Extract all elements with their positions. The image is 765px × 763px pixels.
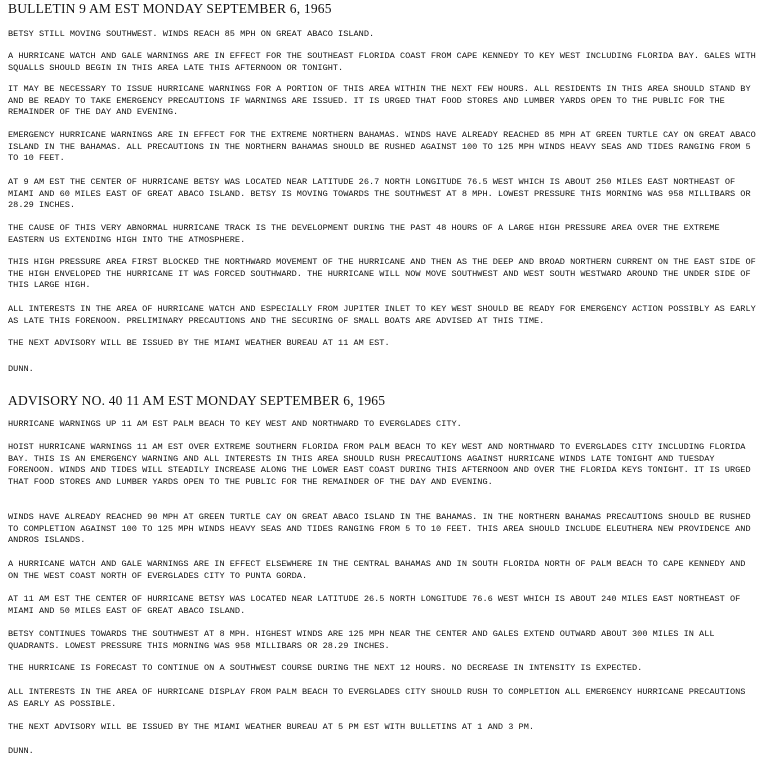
advisory-paragraph-8-text: ALL INTERESTS IN THE AREA OF HURRICANE DISPLAY FROM PALM BEACH TO EVERGLADES CITY SHOULD RUSH TO COMPLETION ALL EMERGENCY HURRICANE PRECAUTIONS AS EARLY AS POSSIBLE.: [8, 687, 746, 709]
bulletin-paragraph-2: [8, 51, 760, 74]
advisory-paragraph-3: [8, 512, 760, 547]
bulletin-paragraph-3: [8, 84, 760, 119]
bulletin-paragraph-6-text: THE CAUSE OF THIS VERY ABNORMAL HURRICANE TRACK IS THE DEVELOPMENT DURING THE PAST 48 HOURS OF A LARGE HIGH PRESSURE AREA OVER THE EXTREME EASTERN US EXTENDING HIGH INTO THE ATMOSPHERE.: [8, 223, 720, 245]
bulletin-paragraph-5: [8, 177, 760, 212]
bulletin-paragraph-5-text: AT 9 AM EST THE CENTER OF HURRICANE BETSY WAS LOCATED NEAR LATITUDE 26.7 NORTH LONGITUDE 76.5 WEST WHICH IS ABOUT 250 MILES EAST NORTHEAST OF MIAMI AND 60 MILES EAST OF GREAT ABACO ISLAND. BETSY IS MOVING TOWARDS THE SOUTHWEST AT 8 MPH. LOWEST PRESSURE THIS MORNING WAS 958 MILLIBARS OR 28.29 INCHES.: [8, 177, 751, 211]
advisory-paragraph-3-text: WINDS HAVE ALREADY REACHED 90 MPH AT GREEN TURTLE CAY ON GREAT ABACO ISLAND IN THE BAHAMAS. IN THE NORTHERN BAHAMAS PRECAUTIONS SHOULD BE RUSHED TO COMPLETION AGAINST 100 TO 125 MPH WINDS HEAVY SEAS AND TIDES RANGING FROM 5 TO 10 FEET. THIS AREA SHOULD INCLUDE ELEUTHERA NEW PROVIDENCE AND ANDROS ISLANDS.: [8, 512, 751, 546]
bulletin-heading: BULLETIN 9 AM EST MONDAY SEPTEMBER 6, 1965: [8, 1, 332, 16]
advisory-paragraph-4: [8, 559, 760, 582]
bulletin-paragraph-8-text: ALL INTERESTS IN THE AREA OF HURRICANE WATCH AND ESPECIALLY FROM JUPITER INLET TO KEY WEST SHOULD BE READY FOR EMERGENCY ACTION POSSIBLY AS EARLY AS LATE THIS FORENOON. PRELIMINARY PRECAUTIONS AND THE SECURING OF SMALL BOATS ARE ADVISED AT THIS TIME.: [8, 304, 756, 326]
advisory-paragraph-1: [8, 419, 760, 431]
bulletin-paragraph-6: [8, 223, 760, 246]
bulletin-signature: [8, 364, 760, 376]
advisory-paragraph-4-text: A HURRICANE WATCH AND GALE WARNINGS ARE IN EFFECT ELSEWHERE IN THE CENTRAL BAHAMAS AND IN SOUTH FLORIDA NORTH OF PALM BEACH TO CAPE KENNEDY AND ON THE WEST COAST NORTH OF EVERGLADES CITY TO PUNTA GORDA.: [8, 559, 746, 581]
advisory-paragraph-5: [8, 594, 760, 617]
bulletin-paragraph-9-text: THE NEXT ADVISORY WILL BE ISSUED BY THE MIAMI WEATHER BUREAU AT 11 AM EST.: [8, 338, 390, 348]
advisory-paragraph-6-text: BETSY CONTINUES TOWARDS THE SOUTHWEST AT 8 MPH. HIGHEST WINDS ARE 125 MPH NEAR THE CENTER AND GALES EXTEND OUTWARD ABOUT 300 MILES IN ALL QUADRANTS. LOWEST PRESSURE THIS MORNING WAS 958 MILLIBARS OR 28.29 INCHES.: [8, 629, 715, 651]
advisory-paragraph-7-text: THE HURRICANE IS FORECAST TO CONTINUE ON A SOUTHWEST COURSE DURING THE NEXT 12 HOURS. NO DECREASE IN INTENSITY IS EXPECTED.: [8, 663, 643, 673]
bulletin-paragraph-8: [8, 304, 760, 327]
bulletin-paragraph-1: [8, 29, 760, 41]
advisory-signature: [8, 746, 760, 758]
bulletin-signature-text: DUNN.: [8, 364, 34, 374]
advisory-paragraph-8: [8, 687, 760, 710]
advisory-paragraph-9-text: THE NEXT ADVISORY WILL BE ISSUED BY THE MIAMI WEATHER BUREAU AT 5 PM EST WITH BULLETINS AT 1 AND 3 PM.: [8, 722, 535, 732]
bulletin-paragraph-2-text: A HURRICANE WATCH AND GALE WARNINGS ARE IN EFFECT FOR THE SOUTHEAST FLORIDA COAST FROM CAPE KENNEDY TO KEY WEST INCLUDING FLORIDA BAY. GALES WITH SQUALLS SHOULD BEGIN IN THIS AREA LATE THIS AFTERNOON OR TONIGHT.: [8, 51, 756, 73]
advisory-paragraph-5-text: AT 11 AM EST THE CENTER OF HURRICANE BETSY WAS LOCATED NEAR LATITUDE 26.5 NORTH LONGITUDE 76.6 WEST WHICH IS ABOUT 240 MILES EAST NORTHEAST OF MIAMI AND 50 MILES EAST OF GREAT ABACO ISLAND.: [8, 594, 741, 616]
advisory-paragraph-7: [8, 663, 760, 675]
advisory-paragraph-2: [8, 442, 760, 488]
bulletin-paragraph-7-text: THIS HIGH PRESSURE AREA FIRST BLOCKED THE NORTHWARD MOVEMENT OF THE HURRICANE AND THEN AS THE DEEP AND BROAD NORTHERN CURRENT ON THE EAST SIDE OF THE HIGH ENVELOPED THE HURRICANE IT WAS FORCED SOUTHWARD. THE HURRICANE WILL NOW MOVE SOUTHWEST AND WEST SOUTH WESTWARD AROUND THE UNDER SIDE OF THIS LARGE HIGH.: [8, 257, 756, 291]
bulletin-paragraph-9: [8, 338, 760, 350]
bulletin-paragraph-1-text: BETSY STILL MOVING SOUTHWEST. WINDS REACH 85 MPH ON GREAT ABACO ISLAND.: [8, 29, 375, 39]
advisory-paragraph-9: [8, 722, 760, 734]
advisory-paragraph-1-text: HURRICANE WARNINGS UP 11 AM EST PALM BEACH TO KEY WEST AND NORTHWARD TO EVERGLADES CITY.: [8, 419, 462, 429]
advisory-heading: ADVISORY NO. 40 11 AM EST MONDAY SEPTEMBER 6, 1965: [8, 393, 386, 408]
advisory-signature-text: DUNN.: [8, 746, 34, 756]
advisory-paragraph-6: [8, 629, 760, 652]
bulletin-paragraph-4: [8, 130, 760, 165]
advisory-paragraph-2-text: HOIST HURRICANE WARNINGS 11 AM EST OVER EXTREME SOUTHERN FLORIDA FROM PALM BEACH TO KEY WEST AND NORTHWARD TO EVERGLADES CITY INCLUDING FLORIDA BAY. THIS IS AN EMERGENCY WARNING AND ALL INTERESTS IN THIS AREA SHOULD RUSH PRECAUTIONS AGAINST HURRICANE WINDS LATE TONIGHT AND TUESDAY FORENOON. WINDS AND TIDES WILL STEADILY INCREASE ALONG THE LOWER EAST COAST DURING THIS AFTERNOON AND OVER THE FLORIDA KEYS TONIGHT. IT IS URGED THAT FOOD STORES AND LUMBER YARDS OPEN TO THE PUBLIC FOR THE REMAINDER OF THE DAY AND EVENING.: [8, 442, 751, 487]
bulletin-paragraph-7: [8, 257, 760, 292]
bulletin-paragraph-4-text: EMERGENCY HURRICANE WARNINGS ARE IN EFFECT FOR THE EXTREME NORTHERN BAHAMAS. WINDS HAVE ALREADY REACHED 85 MPH AT GREEN TURTLE CAY ON GREAT ABACO ISLAND IN THE BAHAMAS. ALL PRECAUTIONS IN THE NORTHERN BAHAMAS SHOULD BE RUSHED AGAINST 100 TO 125 MPH WINDS HEAVY SEAS AND TIDES RANGING FROM 5 TO 10 FEET.: [8, 130, 756, 164]
bulletin-paragraph-3-text: IT MAY BE NECESSARY TO ISSUE HURRICANE WARNINGS FOR A PORTION OF THIS AREA WITHIN THE NEXT FEW HOURS. ALL RESIDENTS IN THIS AREA SHOULD STAND BY AND BE READY TO TAKE EMERGENCY PRECAUTIONS IF WARNINGS ARE ISSUED. IT IS URGED THAT FOOD STORES AND LUMBER YARDS OPEN TO THE PUBLIC FOR THE REMAINDER OF THE DAY AND EVENING.: [8, 84, 751, 118]
